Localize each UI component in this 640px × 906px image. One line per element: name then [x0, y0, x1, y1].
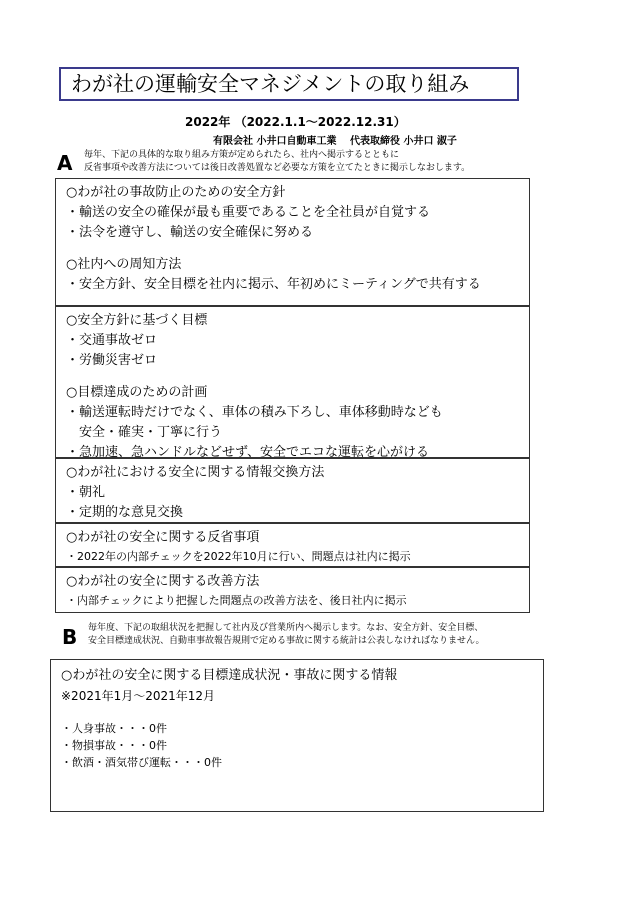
company-representative: 代表取締役 小井口 淑子 — [349, 136, 457, 147]
policy-item: ・法令を遵守し、輸送の安全確保に努める — [66, 225, 314, 240]
info-exchange-item: ・朝礼 — [66, 485, 106, 500]
reflection-box — [55, 523, 530, 567]
section-b-letter: B — [62, 625, 78, 649]
section-b-note — [88, 622, 485, 648]
plan-item: ・急加速、急ハンドルなどせず、安全でエコな運転を心がける — [66, 445, 429, 460]
policy-heading: ○わが社の事故防止のための安全方針 — [66, 185, 286, 200]
accident-info-period: ※2021年1月～2021年12月 — [61, 689, 216, 703]
safety-goals-box — [55, 306, 530, 458]
plan-item: ・輸送運転時だけでなく、車体の積み下ろし、車体移動時なども — [66, 405, 443, 420]
section-a-note-line: 反省事項や改善方法については後日改善処置など必要な方策を立てたときに掲示しなおします。 — [84, 163, 471, 173]
section-a-note-line: 毎年、下記の具体的な取り組み方策が定められたら、社内へ掲示するとともに — [84, 150, 400, 160]
plan-heading: ○目標達成のための計画 — [66, 385, 208, 400]
section-b-note-line: 安全目標達成状況、自動車事故報告規則で定める事故に関する統計は公表しなければなりません。 — [88, 636, 485, 646]
goal-item: ・交通事故ゼロ — [66, 333, 158, 348]
improvement-heading: ○わが社の安全に関する改善方法 — [66, 574, 260, 589]
accident-stat-item: ・飲酒・酒気帯び運転・・・0件 — [61, 756, 222, 769]
accident-stat-item: ・物損事故・・・0件 — [61, 739, 167, 752]
policy-item: ・輸送の安全の確保が最も重要であることを全社員が自覚する — [66, 205, 431, 220]
goal-item: ・労働災害ゼロ — [66, 353, 158, 368]
accident-info-heading: ○わが社の安全に関する目標達成状況・事故に関する情報 — [61, 668, 398, 683]
info-exchange-heading: ○わが社における安全に関する情報交換方法 — [66, 465, 325, 480]
improvement-box — [55, 567, 530, 613]
safety-policy-box — [55, 178, 530, 306]
notification-heading: ○社内への周知方法 — [66, 257, 182, 272]
goals-heading: ○安全方針に基づく目標 — [66, 313, 208, 328]
accident-info-box — [50, 659, 544, 812]
info-exchange-item: ・定期的な意見交換 — [66, 505, 184, 520]
reflection-heading: ○わが社の安全に関する反省事項 — [66, 530, 260, 545]
plan-item-continued: 安全・確実・丁寧に行う — [66, 425, 223, 440]
company-name: 有限会社 小井口自動車工業 — [213, 136, 337, 147]
section-a-letter: A — [57, 151, 73, 175]
page-title: わが社の運輸安全マネジメントの取り組み — [59, 67, 519, 101]
company-info — [213, 132, 467, 147]
period-label: 2022年 （2022.1.1～2022.12.31） — [185, 115, 406, 129]
reflection-item: ・2022年の内部チェックを2022年10月に行い、問題点は社内に掲示 — [66, 550, 411, 563]
improvement-item: ・内部チェックにより把握した問題点の改善方法を、後日社内に掲示 — [66, 594, 407, 607]
section-a-note — [84, 149, 470, 175]
info-exchange-box — [55, 458, 530, 523]
accident-stat-item: ・人身事故・・・0件 — [61, 722, 167, 735]
section-b-note-line: 毎年度、下記の取組状況を把握して社内及び営業所内へ掲示します。なお、安全方針、安全目標、 — [88, 623, 484, 633]
notification-item: ・安全方針、安全目標を社内に掲示、年初めにミーティングで共有する — [66, 277, 481, 292]
